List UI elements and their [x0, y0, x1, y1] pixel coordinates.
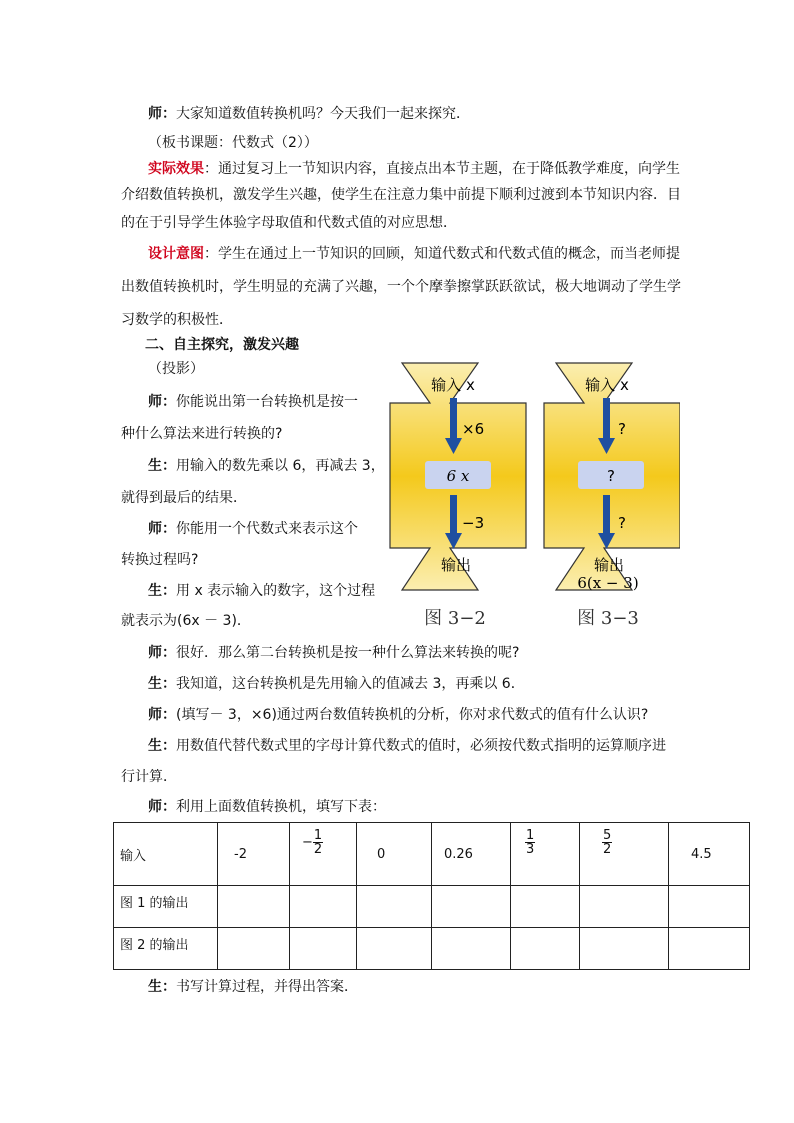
machine-1-input-label: 输入 x — [431, 376, 475, 394]
speaker-student: 生： — [148, 458, 176, 474]
dialogue-7-text: (填写－ 3，×6)通过两台数值转换机的分析，你对求代数式的值有什么认识? — [176, 707, 649, 723]
speaker-teacher: 师： — [148, 521, 176, 537]
dialogue-3-line-1 — [148, 519, 358, 539]
row-label-fig1: 图 1 的输出 — [114, 886, 218, 928]
figure-caption-1: 图 3−2 — [424, 608, 486, 629]
answer-cell[interactable] — [432, 928, 511, 970]
dialogue-1-text: 你能说出第一台转换机是按一 — [176, 394, 358, 410]
input-cell-3: 0 — [357, 823, 432, 886]
speaker-teacher: 师： — [148, 106, 176, 122]
intent-text-1: ：学生在通过上一节知识的回顾，知道代数式和代数式值的概念，而当老师提 — [204, 246, 680, 262]
dialogue-10 — [148, 977, 358, 997]
row-label-fig2: 图 2 的输出 — [114, 928, 218, 970]
answer-cell[interactable] — [290, 928, 357, 970]
dialogue-2-line-1 — [148, 456, 385, 476]
effect-line-1 — [148, 159, 680, 179]
speaker-teacher: 师： — [148, 799, 176, 815]
intent-line-2: 出数值转换机时，学生明显的充满了兴趣，一个个摩拳擦掌跃跃欲试，极大地调动了学生学 — [121, 279, 681, 295]
row-label-input: 输入 — [114, 823, 218, 886]
fraction-denominator: 2 — [603, 842, 612, 857]
input-cell-4: 0.26 — [432, 823, 511, 886]
machine-1-step-2: −3 — [462, 514, 485, 532]
effect-text-1: ：通过复习上一节知识内容，直接点出本节主题，在于降低教学难度，向学生 — [204, 161, 680, 177]
speaker-teacher: 师： — [148, 645, 176, 661]
dialogue-8-line-2: 行计算． — [121, 769, 177, 785]
machine-2-input-label: 输入 x — [585, 376, 629, 394]
answer-cell[interactable] — [580, 928, 669, 970]
table-row-input — [114, 823, 750, 886]
dialogue-2-line-2: 就得到最后的结果． — [121, 490, 247, 506]
dialogue-8-line-1 — [148, 736, 666, 756]
machine-2-step-1: ? — [618, 420, 626, 438]
machine-2-box-text: ? — [607, 467, 615, 485]
answer-cell[interactable] — [357, 928, 432, 970]
machine-2-step-2: ? — [618, 514, 626, 532]
dialogue-4-text: 用 x 表示输入的数字，这个过程 — [176, 583, 376, 599]
dialogue-6 — [148, 674, 525, 694]
dialogue-8-text: 用数值代替代数式里的字母计算代数式的值时，必须按代数式指明的运算顺序进 — [176, 738, 666, 754]
conversion-table — [113, 822, 750, 970]
input-cell-2-sign: − — [302, 835, 313, 850]
answer-cell[interactable] — [432, 886, 511, 928]
table-row-fig2 — [114, 928, 750, 970]
fraction-denominator: 2 — [313, 842, 323, 857]
table-row-fig1 — [114, 886, 750, 928]
input-cell-2 — [290, 823, 357, 886]
fraction-numerator: 5 — [603, 828, 612, 843]
answer-cell[interactable] — [580, 886, 669, 928]
dialogue-4-line-2: 就表示为(6x － 3)． — [121, 613, 251, 629]
dialogue-5-text: 很好．那么第二台转换机是按一种什么算法来转换的呢? — [176, 645, 520, 661]
answer-cell[interactable] — [511, 928, 580, 970]
input-cell-1: -2 — [218, 823, 290, 886]
fraction-five-halves — [602, 829, 612, 856]
input-cell-6 — [580, 823, 669, 886]
machine-2-output-expression: 6(x − 3) — [577, 574, 639, 592]
dialogue-9-text: 利用上面数值转换机，填写下表： — [176, 799, 386, 815]
machine-2-output-label: 输出 — [593, 556, 625, 574]
machine-2-arrow-1-shaft — [603, 398, 610, 440]
answer-cell[interactable] — [218, 928, 290, 970]
effect-line-3: 的在于引导学生体验字母取值和代数式值的对应思想． — [121, 215, 457, 231]
dialogue-4-line-1 — [148, 581, 375, 601]
answer-cell[interactable] — [511, 886, 580, 928]
speaker-student: 生： — [148, 738, 176, 754]
intent-line-3: 习数学的积极性． — [121, 312, 233, 328]
dialogue-1-line-1 — [148, 392, 358, 412]
machine-2 — [544, 363, 680, 629]
input-cell-7: 4.5 — [669, 823, 750, 886]
intro-text: 大家知道数值转换机吗？今天我们一起来探究． — [176, 106, 470, 122]
fraction-numerator: 1 — [526, 828, 535, 843]
dialogue-9 — [148, 797, 386, 817]
machine-2-arrow-2-shaft — [603, 495, 610, 535]
fraction-one-third — [525, 829, 535, 856]
dialogue-3-line-2: 转换过程吗? — [121, 552, 199, 568]
speaker-student: 生： — [148, 583, 176, 599]
machine-1-output-label: 输出 — [440, 556, 472, 574]
answer-cell[interactable] — [357, 886, 432, 928]
dialogue-5 — [148, 643, 519, 663]
speaker-teacher: 师： — [148, 707, 176, 723]
intro-line — [148, 104, 470, 124]
intent-line-1 — [148, 244, 680, 264]
machine-1-arrow-1-shaft — [450, 398, 457, 440]
speaker-student: 生： — [148, 676, 176, 692]
answer-cell[interactable] — [669, 928, 750, 970]
dialogue-3-text: 你能用一个代数式来表示这个 — [176, 521, 358, 537]
effect-line-2: 介绍数值转换机，激发学生兴趣，使学生在注意力集中前提下顺利过渡到本节知识内容．目 — [121, 187, 681, 203]
machine-1-arrow-2-shaft — [450, 495, 457, 535]
fraction-neg-half — [313, 829, 323, 856]
dialogue-7 — [148, 705, 648, 725]
speaker-teacher: 师： — [148, 394, 176, 410]
answer-cell[interactable] — [669, 886, 750, 928]
answer-cell[interactable] — [218, 886, 290, 928]
figure-caption-2: 图 3−3 — [577, 608, 639, 629]
effect-label: 实际效果 — [148, 161, 204, 177]
projection-note: （投影） — [148, 361, 204, 377]
section-heading: 二、自主探究，激发兴趣 — [145, 337, 299, 353]
dialogue-6-text: 我知道，这台转换机是先用输入的值减去 3，再乘以 6． — [176, 676, 525, 692]
fraction-numerator: 1 — [313, 828, 323, 843]
intent-label: 设计意图 — [148, 246, 204, 262]
input-cell-5 — [511, 823, 580, 886]
dialogue-2-text: 用输入的数先乘以 6，再减去 3， — [176, 458, 385, 474]
dialogue-10-text: 书写计算过程，并得出答案． — [176, 979, 358, 995]
fraction-denominator: 3 — [526, 842, 535, 857]
speaker-student: 生： — [148, 979, 176, 995]
conversion-machine-figures — [380, 358, 680, 633]
machine-1 — [390, 363, 526, 629]
machine-1-step-1: ×6 — [462, 420, 485, 438]
machine-1-box-text: 6 x — [446, 467, 470, 485]
answer-cell[interactable] — [290, 886, 357, 928]
dialogue-1-line-2: 种什么算法来进行转换的? — [121, 426, 283, 442]
board-title: （板书课题：代数式（2）） — [148, 135, 318, 151]
